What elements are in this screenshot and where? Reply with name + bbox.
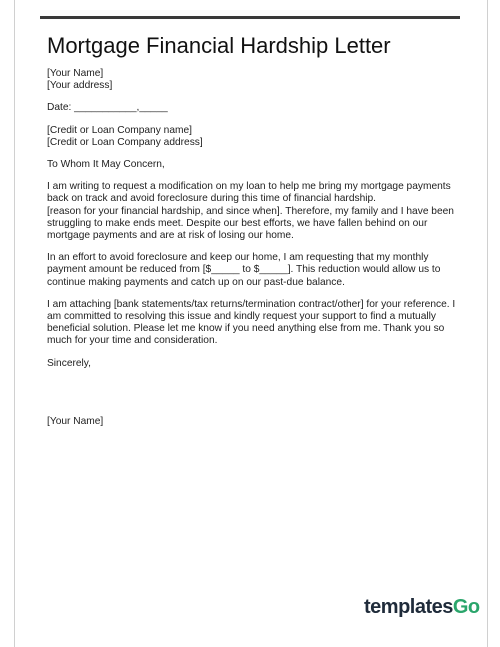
page-title: Mortgage Financial Hardship Letter bbox=[47, 33, 391, 58]
sender-block bbox=[47, 68, 467, 92]
paragraph-line: payment amount be reduced from [$_____ to $_____]. This reduction would allow us to bbox=[47, 264, 441, 276]
recipient-block bbox=[47, 125, 467, 149]
letter-body bbox=[47, 68, 467, 428]
paragraph-line: beneficial solution. Please let me know if you need anything else from me. Thank you so bbox=[47, 323, 445, 335]
recipient-company-address: [Credit or Loan Company address] bbox=[47, 136, 203, 148]
logo-text-go: Go bbox=[452, 596, 480, 618]
recipient-company-name: [Credit or Loan Company name] bbox=[47, 124, 192, 136]
paragraph-line: continue making payments and catch up on our past-due balance. bbox=[47, 276, 345, 288]
logo-text-templates: templates bbox=[364, 596, 453, 618]
signature-name: [Your Name] bbox=[47, 415, 104, 427]
paragraph-2 bbox=[47, 252, 467, 289]
paragraph-3 bbox=[47, 299, 467, 348]
paragraph-line: In an effort to avoid foreclosure and keep our home, I am requesting that my monthly bbox=[47, 252, 429, 264]
closing: Sincerely, bbox=[47, 357, 91, 369]
paragraph-line: [reason for your financial hardship, and since when]. Therefore, my family and I have been bbox=[47, 205, 454, 217]
salutation: To Whom It May Concern, bbox=[47, 159, 165, 171]
paragraph-line: struggling to make ends meet. Despite our best efforts, we have fallen behind on our bbox=[47, 217, 428, 229]
paragraph-line: much for your time and consideration. bbox=[47, 335, 218, 347]
date-line: Date: ___________,_____ bbox=[47, 102, 168, 114]
header-rule bbox=[40, 16, 460, 19]
paragraph-line: back on track and avoid foreclosure during this time of financial hardship. bbox=[47, 193, 377, 205]
paragraph-line: I am writing to request a modification on my loan to help me bring my mortgage payments bbox=[47, 181, 451, 193]
paragraph-1 bbox=[47, 181, 467, 242]
sender-name: [Your Name] bbox=[47, 68, 104, 79]
sender-address: [Your address] bbox=[47, 80, 113, 92]
paragraph-line: mortgage payments and are at risk of losing our home. bbox=[47, 230, 294, 242]
paragraph-line: am committed to resolving this issue and kindly request your support to find a mutually bbox=[47, 311, 437, 323]
templatesgo-logo bbox=[364, 596, 480, 619]
paragraph-line: I am attaching [bank statements/tax returns/termination contract/other] for your reference. I bbox=[47, 298, 456, 310]
